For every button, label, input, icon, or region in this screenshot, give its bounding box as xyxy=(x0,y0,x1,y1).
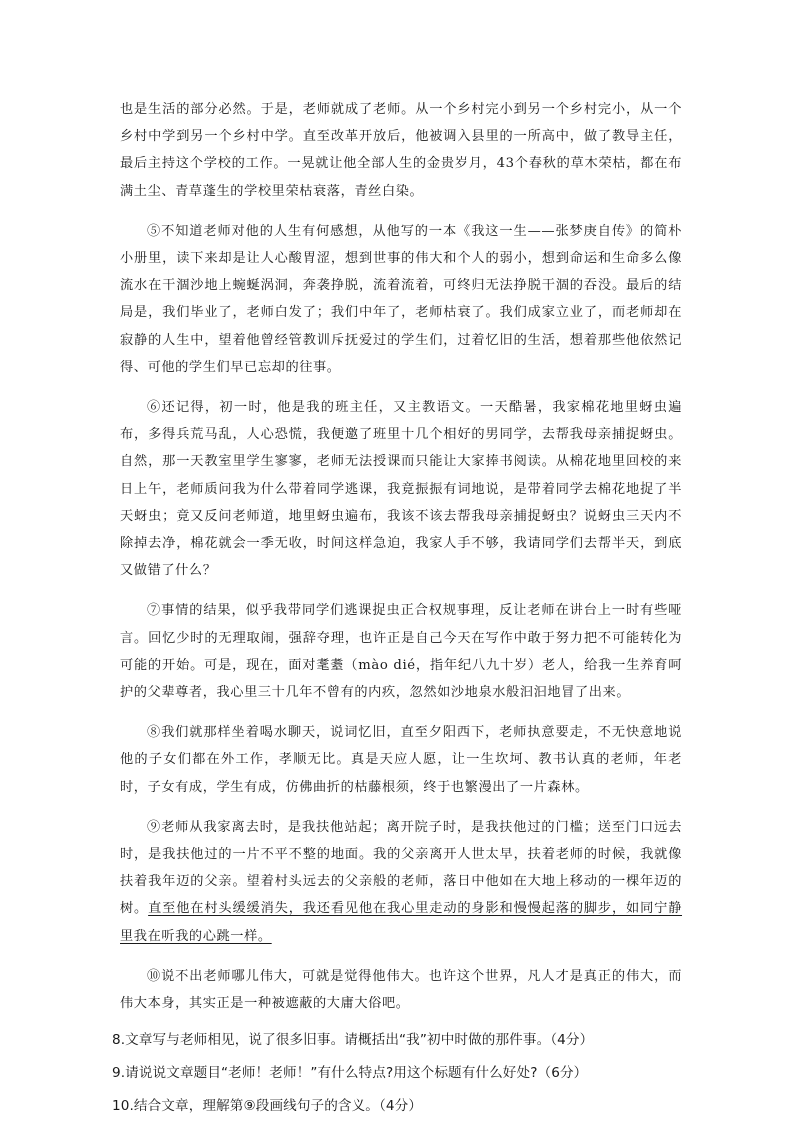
paragraph-5: ⑤不知道老师对他的人生有何感想，从他写的一本《我这一生——张梦庚自传》的简朴小册里，读下来却是让人心酸胃涩，想到世事的伟大和个人的弱小，想到命运和生命多么像流水在干涸沙地上蜿蜒涡洞，奔袭挣脱，流着流着，可终归无法挣脱干涸的吞没。最后的结局是，我们毕业了，老师白发了；我们中年了，老师枯衰了。我们成家立业了，而老师却在寂静的人生中，望着他曾经管教训斥抚爱过的学生们，过着忆旧的生活，想着那些他依然记得、可他的学生们早已忘却的往事。 xyxy=(120,223,682,375)
question-8: 8.文章写与老师相见，说了很多旧事。请概括出“我”初中时做的那件事。（4分） xyxy=(112,1032,594,1049)
paragraph-8: ⑧我们就那样坐着喝水聊天，说词忆旧，直至夕阳西下，老师执意要走，不无快意地说他的子女们都在外工作，孝顺无比。真是天应人愿，让一生坎坷、教书认真的老师，年老时，子女有成，学生有成，仿佛曲折的枯藤根须，终于也繁漫出了一片森林。 xyxy=(120,725,682,795)
paragraph-10: ⑩说不出老师哪儿伟大，可就是觉得他伟大。也许这个世界，凡人才是真正的伟大，而伟大本身，其实正是一种被遮蔽的大庸大俗吧。 xyxy=(120,968,682,1012)
question-9: 9.请说说文章题目“老师！老师！”有什么特点?用这个标题有什么好处?（6分） xyxy=(112,1065,588,1082)
reading-passage xyxy=(120,96,682,1017)
paragraph-9-text: ⑨老师从我家离去时，是我扶他站起；离开院子时，是我扶他过的门槛；送至门口远去时，是我扶他过的一片不平不整的地面。我的父亲离开人世太早，扶着老师的时候，我就像扶着我年迈的父亲。望着村头远去的父亲般的老师，落日中他如在大地上移动的一棵年迈的树。 xyxy=(120,819,682,917)
question-10: 10.结合文章，理解第⑨段画线句子的含义。（4分） xyxy=(112,1098,423,1115)
paragraph-9 xyxy=(120,814,682,950)
paragraph-6: ⑥还记得，初一时，他是我的班主任，又主教语文。一天酷暑，我家棉花地里蚜虫遍布，多得兵荒马乱，人心恐慌，我便邀了班里十几个相好的男同学，去帮我母亲捕捉蚜虫。自然，那一天教室里学生寥寥，老师无法授课而只能让大家捧书阅读。从棉花地里回校的来日上午，老师质问我为什么带着同学逃课，我竟振振有词地说，是带着同学去棉花地捉了半天蚜虫；竟又反问老师道，地里蚜虫遍布，我该不该去帮我母亲捕捉蚜虫？说蚜虫三天内不除掉去净，棉花就会一季无收，时间这样急迫，我家人手不够，我请同学们去帮半天，到底又做错了什么？ xyxy=(120,400,682,579)
paragraph-7: ⑦事情的结果，似乎我带同学们逃课捉虫正合权规事理，反让老师在讲台上一时有些哑言。回忆少时的无理取闹，强辞夺理，也许正是自己今天在写作中敢于努力把不可能转化为可能的开始。可是，现在，面对耄耋（mào dié，指年纪八九十岁）老人，给我一生养育呵护的父辈尊者，我心里三十几年不曾有的内疚，忽然如沙地泉水般汩汩地冒了出来。 xyxy=(120,603,682,701)
paragraph-9-underlined-sentence: 直至他在村头缓缓消失，我还看见他在我心里走动的身影和慢慢起落的脚步，如同宁静里我在听我的心跳一样。 xyxy=(120,901,683,944)
question-list xyxy=(112,1031,682,1115)
paragraph-continued: 也是生活的部分必然。于是，老师就成了老师。从一个乡村完小到另一个乡村完小，从一个乡村中学到另一个乡村中学。直至改革开放后，他被调入县里的一所高中，做了教导主任，最后主持这个学校的工作。一晃就让他全部人生的金贵岁月，43个春秋的草木荣枯，都在布满土尘、青草蓬生的学校里荣枯衰落，青丝白染。 xyxy=(120,102,682,199)
